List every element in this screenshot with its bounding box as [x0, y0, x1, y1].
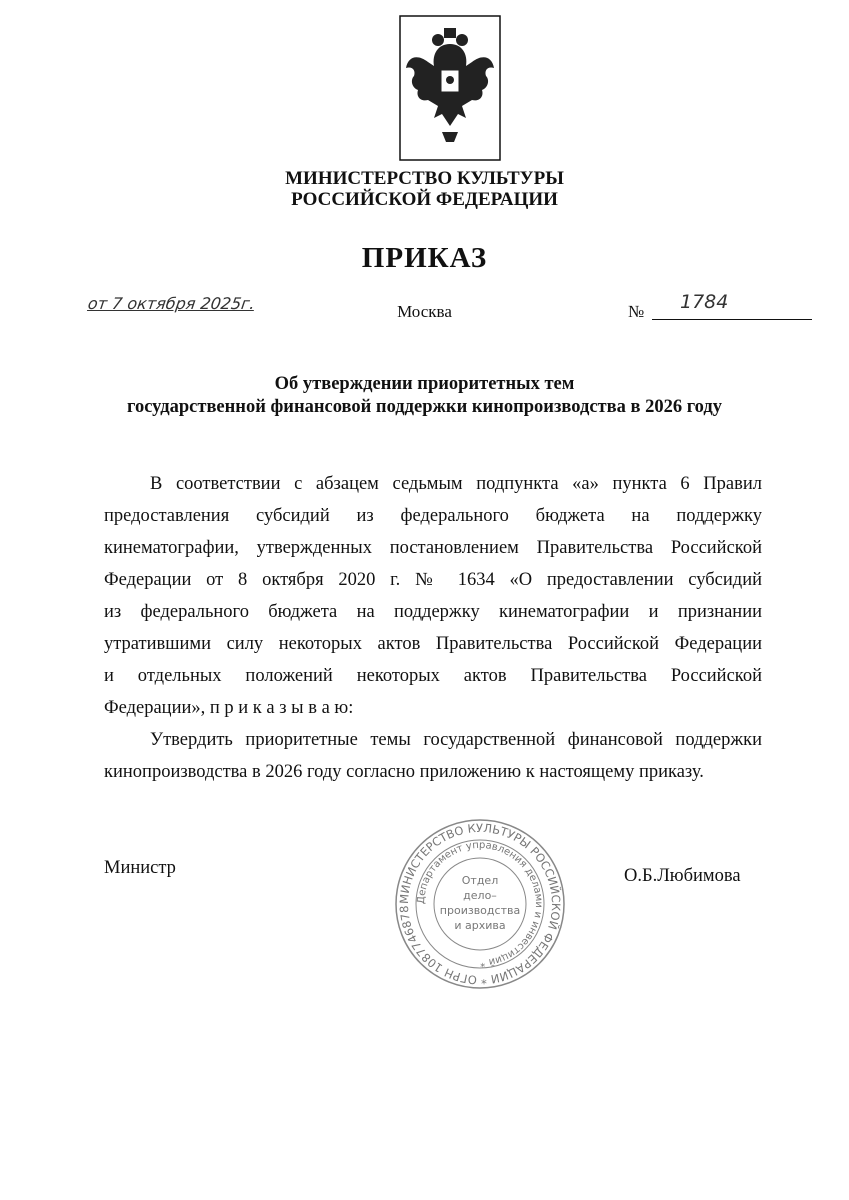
text-line: Федерации от 8 октября 2020 г. № 1634 «О предоставлении субсидий [104, 570, 762, 590]
text-line: Утвердить приоритетные темы государственной финансовой поддержки [150, 730, 762, 750]
document-subject [0, 373, 849, 419]
subject-line2: государственной финансовой поддержки кинопроизводства в 2026 году [127, 397, 722, 417]
subject-line1: Об утверждении приоритетных тем [274, 374, 575, 394]
text-line: В соответствии с абзацем седьмым подпункта «а» пункта 6 Правил [150, 474, 762, 494]
text-line: Федерации», п р и к а з ы в а ю: [104, 698, 354, 718]
document-body [104, 468, 762, 788]
ministry-name-line2: РОССИЙСКОЙ ФЕДЕРАЦИИ [291, 189, 558, 210]
official-stamp [392, 816, 568, 992]
text-line: предоставления субсидий из федерального бюджета на поддержку [104, 506, 762, 526]
text-line: кинематографии, утвержденных постановлением Правительства Российской [104, 538, 762, 558]
stamp-inner-text: Департамент управления делами и инвестиций * [415, 839, 545, 969]
stamp-outer-text: МИНИСТЕРСТВО КУЛЬТУРЫ РОССИЙСКОЙ ФЕДЕРАЦИИ * ОГРН 1087746878 [396, 820, 564, 988]
paragraph-order [104, 724, 762, 788]
number-label: № [628, 302, 645, 321]
stamp-center-line2: дело– [463, 889, 497, 902]
handwritten-number: 1784 [680, 291, 729, 313]
stamp-center-line4: и архива [454, 919, 506, 932]
text-line: и отдельных положений некоторых актов Правительства Российской [104, 666, 762, 686]
handwritten-date: от 7 октября 2025г. [86, 294, 257, 313]
stamp-center-line3: производства [439, 904, 521, 917]
stamp-center-line1: Отдел [461, 874, 499, 887]
text-line: из федерального бюджета на поддержку кинематографии и признании [104, 602, 762, 622]
number-underline [652, 319, 812, 320]
signatory-position: Министр [104, 858, 176, 878]
ministry-name-line1: МИНИСТЕРСТВО КУЛЬТУРЫ [285, 168, 564, 189]
city: Москва [397, 302, 452, 321]
text-line: утратившими силу некоторых актов Правительства Российской Федерации [104, 634, 762, 654]
paragraph-preamble [104, 468, 762, 724]
ministry-name [0, 168, 849, 210]
signatory-name: О.Б.Любимова [624, 866, 741, 886]
coat-of-arms-emblem [398, 14, 502, 162]
document-type-title: ПРИКАЗ [361, 242, 488, 274]
text-line: кинопроизводства в 2026 году согласно приложению к настоящему приказу. [104, 762, 704, 782]
